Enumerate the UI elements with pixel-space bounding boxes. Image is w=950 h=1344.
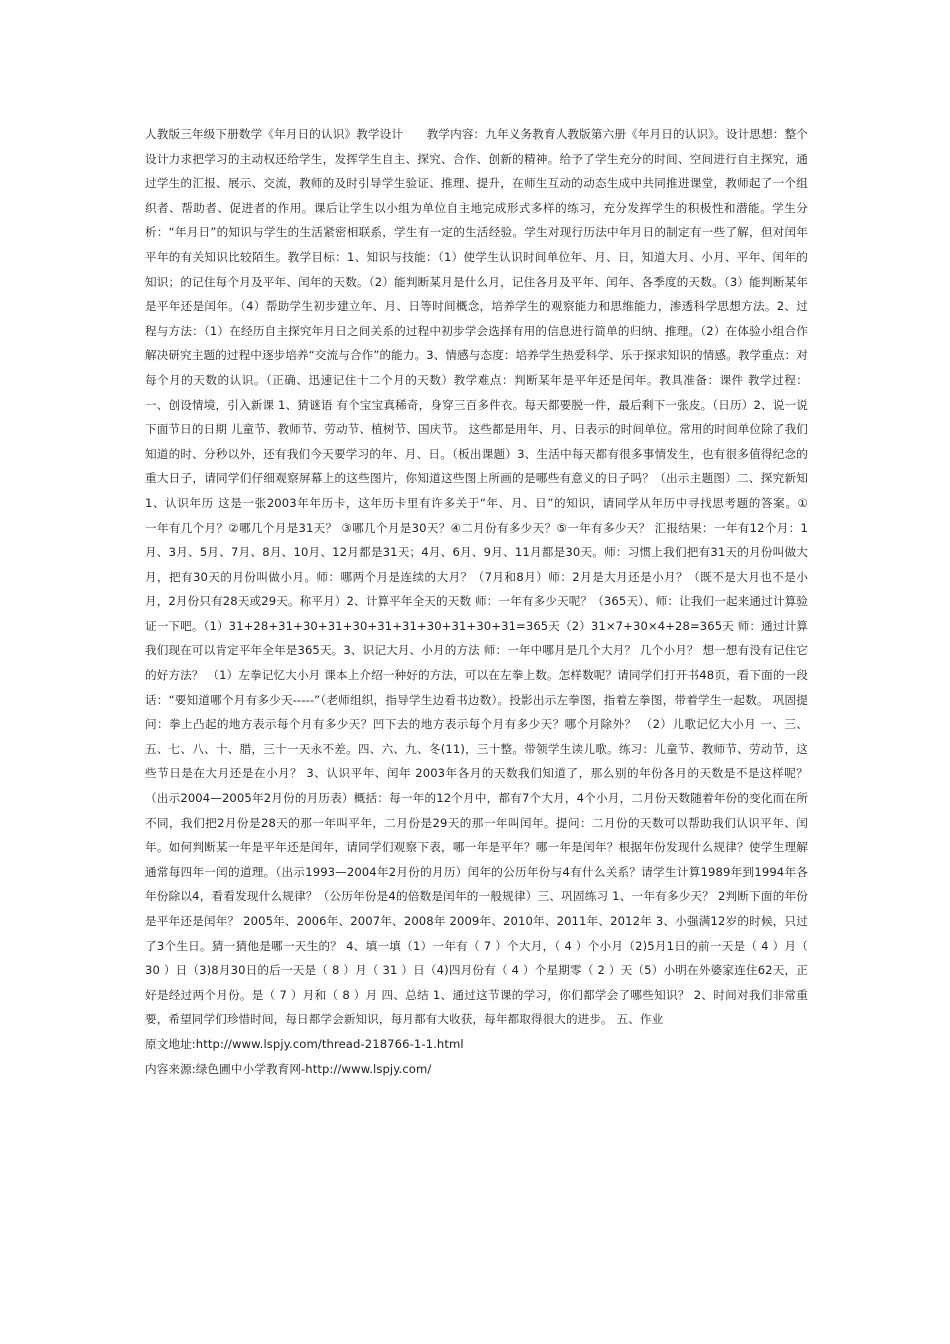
lesson-plan-body: 人教版三年级下册数学《年月日的认识》教学设计 教学内容：九年义务教育人教版第六册《年月日的认识》。设计思想：整个设计力求把学习的主动权还给学生，发挥学生自主、探究、合作、创新的精神。给予了学生充分的时间、空间进行自主探究，通过学生的汇报、展示、交流，教师的及时引导学生验证、推理、提升，在师生互动的动态生成中共同推进课堂，教师起了一个组织者、帮助者、促进者的作用。课后让学生以小组为单位自主地完成形式多样的练习，充分发挥学生的积极性和潜能。学生分析：“年月日”的知识与学生的生活紧密相联系，学生有一定的生活经验。学生对现行历法中年月日的制定有一些了解，但对闰年平年的有关知识比较陌生。教学目标：1、知识与技能：（1）使学生认识时间单位年、月、日，知道大月、小月、平年、闰年的知识；的记住每个月及平年、闰年的天数。（2）能判断某月是什么月，记住各月及平年、闰年、各季度的天数。（3）能判断某年是平年还是闰年。（4）帮助学生初步建立年、月、日等时间概念，培养学生的观察能力和思维能力，渗透科学思想方法。2、过程与方法：（1）在经历自主探究年月日之间关系的过程中初步学会选择有用的信息进行简单的归纳、推理。（2）在体验小组合作解决研究主题的过程中逐步培养“交流与合作”的能力。3、情感与态度：培养学生热爱科学、乐于探求知识的情感。教学重点：对每个月的天数的认识。（正确、迅速记住十二个月的天数）教学难点：判断某年是平年还是闰年。教具准备：课件 教学过程：一、创设情境，引入新课 1、猜谜语 有个宝宝真稀奇，身穿三百多件衣。每天都要脱一件，最后剩下一张皮。（日历）2、说一说下面节日的日期 儿童节、教师节、劳动节、植树节、国庆节。 这些都是用年、月、日表示的时间单位。常用的时间单位除了我们知道的时、分秒以外，还有我们今天要学习的年、月、日。（板出课题）3、生活中每天都有很多事情发生，也有很多值得纪念的重大日子，请同学们仔细观察屏幕上的这些图片，你知道这些图上所画的是哪些有意义的日子吗？（出示主题图）二、探究新知 1、认识年历 这是一张2003年年历卡，这年历卡里有许多关于“年、月、日”的知识，请同学从年历中寻找思考题的答案。① 一年有几个月？②哪几个月是31天？ ③哪几个月是30天？④二月份有多少天？⑤一年有多少天？ 汇报结果：一年有12个月：1月、3月、5月、7月、8月、10月、12月都是31天；4月、6月、9月、11月都是30天。师：习惯上我们把有31天的月份叫做大月，把有30天的月份叫做小月。师：哪两个月是连续的大月？（7月和8月）师：2月是大月还是小月？（既不是大月也不是小月，2月份只有28天或29天。称平月）2、计算平年全天的天数 师：一年有多少天呢？（365天）、师：让我们一起来通过计算验证一下吧。（1）31+28+31+30+31+30+31+31+30+31+30+31=365天（2）31×7+30×4+28=365天 师：通过计算我们现在可以肯定平年全年是365天。3、识记大月、小月的方法 师：一年中哪月是几个大月？ 几个小月？ 想一想有没有记住它的好方法？ （1）左拳记忆大小月 课本上介绍一种好的方法，可以在左拳上数。怎样数呢？请同学们打开书48页，看下面的一段话：“要知道哪个月有多少天-----”（老师组织，指导学生边看书边数）。投影出示左拳图，指着左拳图，带着学生一起数。 巩固提问：拳上凸起的地方表示每个月有多少天？凹下去的地方表示每个月有多少天？哪个月除外？ （2）儿歌记忆大小月 一、三、五、七、八、十、腊，三十一天永不差。四、六、九、冬(11)，三十整。带领学生读儿歌。练习：儿童节、教师节、劳动节，这些节日是在大月还是在小月？ 3、认识平年、闰年 2003年各月的天数我们知道了，那么别的年份各月的天数是不是这样呢？（出示2004—2005年2月份的月历表）概括：每一年的12个月中，都有7个大月，4个小月，二月份天数随着年份的变化而在所不同，我们把2月份是28天的那一年叫平年，二月份是29天的那一年叫闰年。提问：二月份的天数可以帮助我们认识平年、闰年。如何判断某一年是平年还是闰年，请同学们观察下表，哪一年是平年？哪一年是闰年？根据年份发现什么规律？使学生理解通常每四年一闰的道理。（出示1993—2004年2月份的月历）闰年的公历年份与4有什么关系？请学生计算1989年到1994年各年份除以4，看看发现什么规律？（公历年份是4的倍数是闰年的一般规律）三、巩固练习 1、一年有多少天？ 2判断下面的年份是平年还是闰年？ 2005年、2006年、2007年、2008年 2009年、2010年、2011年、2012年 3、小强满12岁的时候，只过了3个生日。猜一猜他是哪一天生的？ 4、填一填（1）一年有（ 7 ）个大月，（ 4 ）个小月（2)5月1日的前一天是（ 4 ）月（ 30 ）日（3)8月30日的后一天是（ 8 ）月（ 31 ）日（4)四月份有（ 4 ）个星期零（ 2 ）天（5）小明在外婆家连住62天，正好是经过两个月份。是（ 7 ）月和（ 8 ）月 四、总结 1、通过这节课的学习，你们都学会了哪些知识？ 2、时间对我们非常重要，希望同学们珍惜时间，每日都学会新知识，每月都有大收获，每年都取得很大的进步。 五、作业 — [145, 127, 844, 1027]
document-page — [145, 122, 844, 1081]
source-url-line: 原文地址:http://www.lspjy.com/thread-218766-1-1.html — [145, 1036, 464, 1051]
source-site-line: 内容来源:绿色圃中小学教育网-http://www.lspjy.com/ — [145, 1061, 432, 1076]
